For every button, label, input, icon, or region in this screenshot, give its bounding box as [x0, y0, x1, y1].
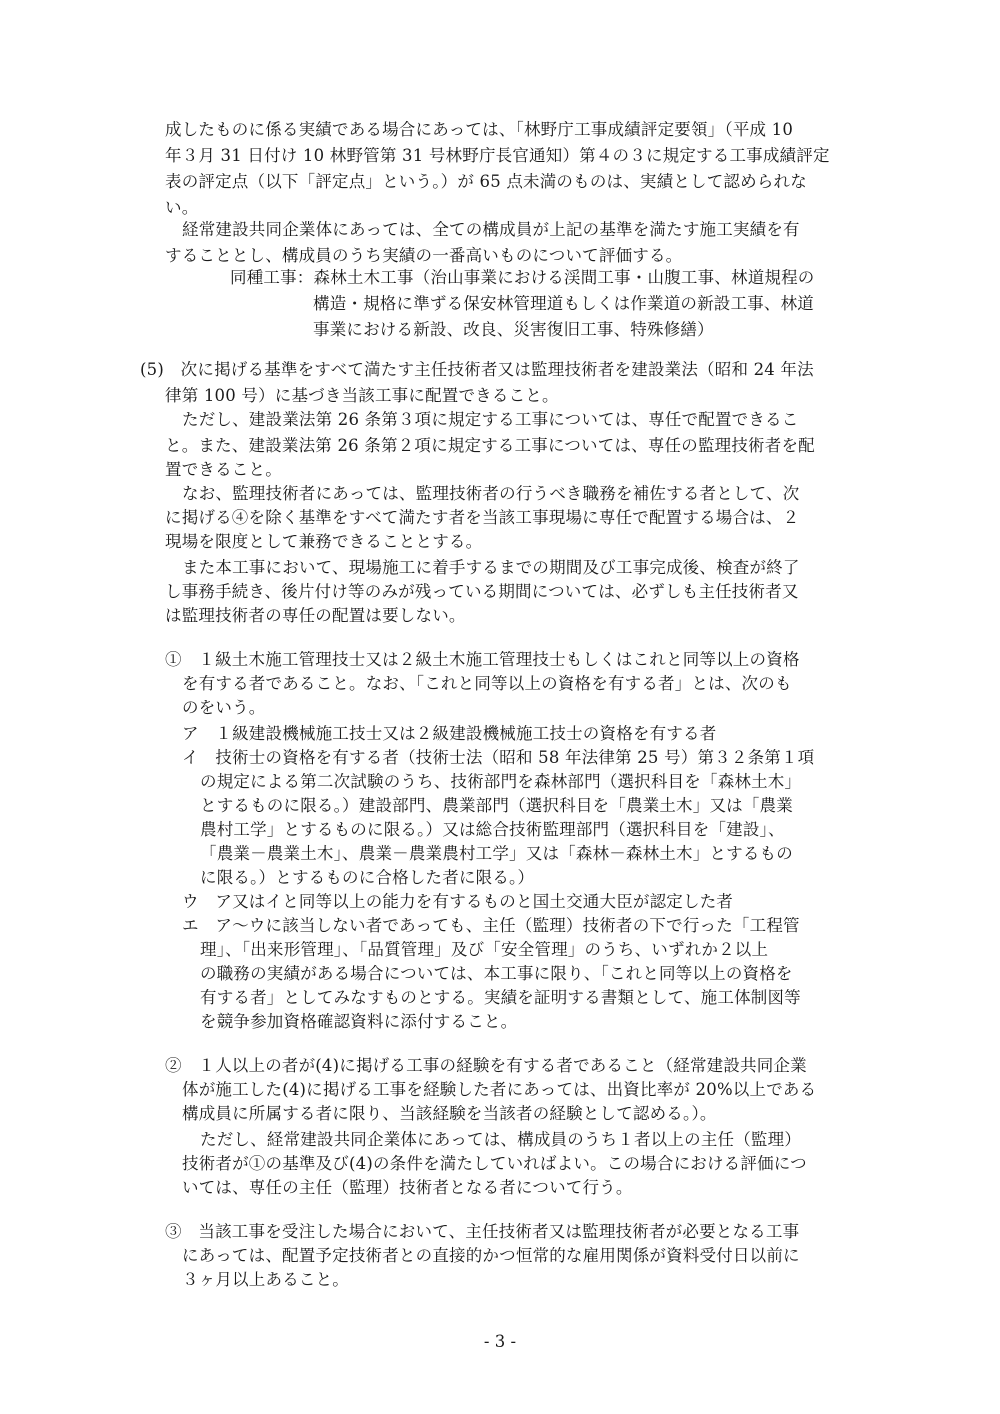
- paragraph-line: 農村工学」とするものに限る。）又は総合技術監理部門（選択科目を「建設」、: [200, 820, 785, 839]
- paragraph-line: 表の評定点（以下「評定点」という。）が 65 点未満のものは、実績として認められな: [165, 172, 807, 191]
- sub-item-u: ウ ア又はイと同等以上の能力を有するものと国土交通大臣が認定した者: [182, 892, 734, 911]
- page-number: - 3 -: [483, 1332, 517, 1351]
- paragraph-line: にあっては、配置予定技術者との直接的かつ恒常的な雇用関係が資料受付日以前に: [182, 1246, 800, 1265]
- sub-item-i: イ 技術士の資格を有する者（技術士法（昭和 58 年法律第 25 号）第３２条第１項: [182, 748, 815, 767]
- paragraph-line: 体が施工した(4)に掲げる工事を経験した者にあっては、出資比率が 20%以上である: [182, 1080, 817, 1099]
- paragraph-line: の職務の実績がある場合については、本工事に限り、「これと同等以上の資格を: [200, 964, 793, 983]
- paragraph-line: いては、専任の主任（監理）技術者となる者について行う。: [182, 1178, 633, 1197]
- paragraph-line: に掲げる④を除く基準をすべて満たす者を当該工事現場に専任で配置する場合は、２: [165, 508, 800, 527]
- paragraph-line: ただし、建設業法第 26 条第３項に規定する工事については、専任で配置できるこ: [182, 410, 799, 429]
- paragraph-line: を有する者であること。なお、「これと同等以上の資格を有する者」とは、次のも: [182, 674, 792, 693]
- paragraph-line: ３ヶ月以上あること。: [182, 1270, 349, 1289]
- paragraph-line: 有する者」としてみなすものとする。実績を証明する書類として、施工体制図等: [200, 988, 801, 1007]
- paragraph-line: 経常建設共同企業体にあっては、全ての構成員が上記の基準を満たす施工実績を有: [182, 220, 800, 239]
- similar-work-definition: 同種工事：森林土木工事（治山事業における渓間工事・山腹工事、林道規程の: [230, 268, 815, 287]
- paragraph-line: 律第 100 号）に基づき当該工事に配置できること。: [165, 386, 559, 405]
- paragraph-line: を競争参加資格確認資料に添付すること。: [200, 1012, 518, 1031]
- item-3-heading: ③ 当該工事を受注した場合において、主任技術者又は監理技術者が必要となる工事: [165, 1222, 800, 1241]
- paragraph-line: 理」、「出来形管理」、「品質管理」及び「安全管理」のうち、いずれか２以上: [200, 940, 769, 959]
- similar-work-definition: 事業における新設、改良、災害復旧工事、特殊修繕）: [313, 320, 714, 339]
- paragraph-line: 構成員に所属する者に限り、当該経験を当該者の経験として認める。）。: [182, 1104, 717, 1123]
- paragraph-line: また本工事において、現場施工に着手するまでの期間及び工事完成後、検査が終了: [182, 558, 800, 577]
- paragraph-line: 技術者が①の基準及び(4)の条件を満たしていればよい。この場合における評価につ: [182, 1154, 807, 1173]
- sub-item-a: ア １級建設機械施工技士又は２級建設機械施工技士の資格を有する者: [182, 724, 717, 743]
- paragraph-line: 成したものに係る実績である場合にあっては、「林野庁工事成績評定要領」（平成 10: [165, 120, 794, 139]
- paragraph-line: 置できること。: [165, 460, 282, 479]
- paragraph-line: ただし、経常建設共同企業体にあっては、構成員のうち１者以上の主任（監理）: [200, 1130, 802, 1149]
- similar-work-definition: 構造・規格に準ずる保安林管理道もしくは作業道の新設工事、林道: [313, 294, 814, 313]
- section-5-heading: (5) 次に掲げる基準をすべて満たす主任技術者又は監理技術者を建設業法（昭和 24 年法: [140, 360, 814, 379]
- paragraph-line: は監理技術者の専任の配置は要しない。: [165, 606, 466, 625]
- paragraph-line: と。また、建設業法第 26 条第２項に規定する工事については、専任の監理技術者を配: [165, 436, 815, 455]
- paragraph-line: の規定による第二次試験のうち、技術部門を森林部門（選択科目を「森林土木」: [200, 772, 802, 791]
- sub-item-e: エ ア～ウに該当しない者であっても、主任（監理）技術者の下で行った「工程管: [182, 916, 800, 935]
- paragraph-line: のをいう。: [182, 698, 266, 717]
- item-2-heading: ② １人以上の者が(4)に掲げる工事の経験を有する者であること（経常建設共同企業: [165, 1056, 807, 1075]
- paragraph-line: に限る。）とするものに合格した者に限る。）: [200, 868, 535, 887]
- paragraph-line: 「農業－農業土木」、農業－農業農村工学」又は「森林－森林土木」とするもの: [200, 844, 793, 863]
- item-1-heading: ① １級土木施工管理技士又は２級土木施工管理技士もしくはこれと同等以上の資格: [165, 650, 800, 669]
- paragraph-line: い。: [165, 198, 199, 217]
- paragraph-line: し事務手続き、後片付け等のみが残っている期間については、必ずしも主任技術者又: [165, 582, 799, 601]
- paragraph-line: なお、監理技術者にあっては、監理技術者の行うべき職務を補佐する者として、次: [182, 484, 800, 503]
- paragraph-line: 年３月 31 日付け 10 林野管第 31 号林野庁長官通知）第４の３に規定する工事成績評定: [165, 146, 830, 165]
- paragraph-line: することとし、構成員のうち実績の一番高いものについて評価する。: [165, 246, 683, 265]
- paragraph-line: 現場を限度として兼務できることとする。: [165, 532, 483, 551]
- paragraph-line: とするものに限る。）建設部門、農業部門（選択科目を「農業土木」又は「農業: [200, 796, 793, 815]
